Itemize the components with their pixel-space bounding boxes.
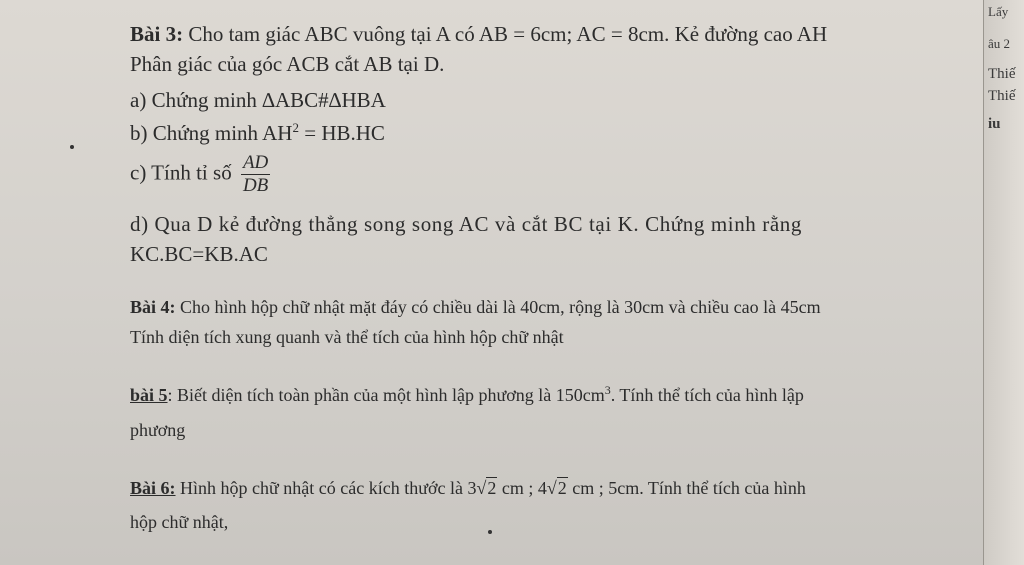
bai5-line1 <box>130 383 804 406</box>
edge-fragment: iu <box>988 116 1001 132</box>
sqrt-radicand-2: 2 <box>557 478 567 498</box>
bai3-title: Bài 3: <box>130 22 184 46</box>
bai4-title: Bài 4: <box>130 297 176 317</box>
bai6-mid: cm ; 4 <box>497 478 547 498</box>
edge-fragment: âu 2 <box>988 36 1011 51</box>
bai6-line1 <box>130 478 806 499</box>
fraction-denominator: DB <box>242 175 269 196</box>
paper-speck <box>488 530 492 534</box>
bai5-text1-suffix: . Tính thể tích của hình lập <box>610 385 804 405</box>
bai5-sup: 3 <box>604 383 611 397</box>
edge-fragment: Thiế <box>988 66 1016 82</box>
bai4-line1 <box>130 297 821 318</box>
fraction-numerator: AD <box>242 152 269 173</box>
bai6-prefix: Hình hộp chữ nhật có các kích thước là 3 <box>175 478 477 498</box>
bai5-line2: phương <box>130 420 186 440</box>
bai3-b-sup: 2 <box>292 120 299 135</box>
bai6-line2: hộp chữ nhật, <box>130 512 229 532</box>
bai5-title: bài 5 <box>130 385 168 405</box>
bai3-text1: Cho tam giác ABC vuông tại A có AB = 6cm; AC = 8cm. Kẻ đường cao AH <box>188 22 828 46</box>
sqrt-symbol-2: √2 <box>546 478 567 498</box>
bai6-title: Bài 6: <box>130 478 176 498</box>
bai5-text1: : Biết diện tích toàn phần của một hình lập phương là 150cm <box>167 385 605 405</box>
next-page-edge <box>983 0 1024 565</box>
bai3-part-d-line1: d) Qua D kẻ đường thẳng song song AC và cắt BC tại K. Chứng minh rằng <box>130 212 802 236</box>
ratio-fraction <box>241 152 270 197</box>
bai4-line2: Tính diện tích xung quanh và thể tích của hình hộp chữ nhật <box>130 327 564 347</box>
bai6-suffix: cm ; 5cm. Tính thể tích của hình <box>567 478 806 498</box>
sqrt-radicand-1: 2 <box>487 478 497 498</box>
bai3-part-c <box>130 152 270 197</box>
paper-speck <box>70 145 74 149</box>
bai3-b-suffix: = HB.HC <box>298 121 385 145</box>
bai3-line1 <box>130 22 827 47</box>
bai4-text1: Cho hình hộp chữ nhật mặt đáy có chiều dài là 40cm, rộng là 30cm và chiều cao là 45cm <box>180 297 821 317</box>
edge-fragment: Thiế <box>988 88 1016 104</box>
sqrt-symbol-1: √2 <box>476 478 497 498</box>
bai3-b-prefix: b) Chứng minh AH <box>130 121 293 145</box>
bai3-c-prefix: c) Tính tỉ số <box>130 160 232 185</box>
bai3-line2: Phân giác của góc ACB cắt AB tại D. <box>130 52 445 76</box>
bai3-part-d-line2: KC.BC=KB.AC <box>130 242 268 266</box>
bai3-part-a: a) Chứng minh ∆ABC#∆HBA <box>130 88 386 112</box>
bai3-part-b <box>130 120 385 146</box>
edge-fragment: Lấy <box>988 4 1009 19</box>
